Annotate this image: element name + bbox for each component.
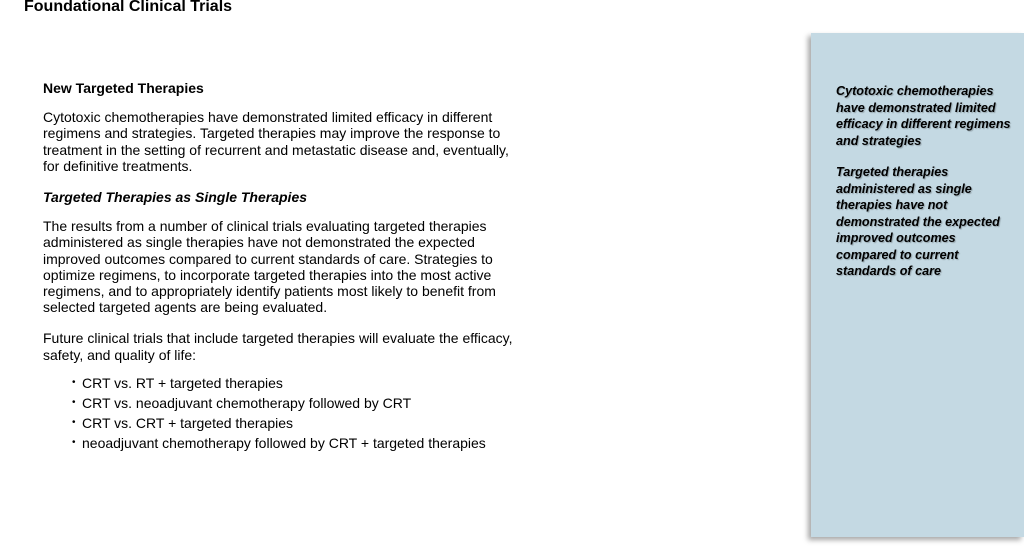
list-item-text: CRT vs. RT + targeted therapies <box>82 374 283 391</box>
bullet-icon: • <box>72 436 76 448</box>
callout-sidebar <box>811 33 1024 537</box>
bullet-icon: • <box>72 376 76 388</box>
bullet-icon: • <box>72 416 76 428</box>
main-content <box>43 80 513 455</box>
sub-heading: Targeted Therapies as Single Therapies <box>43 189 308 206</box>
list-item <box>72 375 513 391</box>
list-item <box>72 395 513 411</box>
page-title: Foundational Clinical Trials <box>24 0 233 15</box>
callout-2: Targeted therapies administered as single therapies have not demonstrated the expected improved outcomes compared to current standards of care <box>836 165 1000 278</box>
section-heading: New Targeted Therapies <box>43 80 204 96</box>
future-paragraph: Future clinical trials that include targeted therapies will evaluate the efficacy, safety, and quality of life: <box>43 330 513 363</box>
bullet-icon: • <box>72 396 76 408</box>
callout-1: Cytotoxic chemotherapies have demonstrated limited efficacy in different regimens and strategies <box>836 84 1011 148</box>
list-item-text: neoadjuvant chemotherapy followed by CRT + targeted therapies <box>82 434 486 451</box>
list-item-text: CRT vs. CRT + targeted therapies <box>82 414 294 431</box>
results-paragraph: The results from a number of clinical trials evaluating targeted therapies administered as single therapies have not demonstrated the expected improved outcomes compared to current standards of care. Strategies to optimize regimens, to incorporate targeted therapies into the most active regimens, and to appropriately identify patients most likely to benefit from selected targeted agents are being evaluated. <box>43 218 496 316</box>
intro-paragraph: Cytotoxic chemotherapies have demonstrated limited efficacy in different regimens and strategies. Targeted therapies may improve the response to treatment in the setting of recurrent and metastatic disease and, eventually, for definitive treatments. <box>43 109 509 174</box>
list-item-text: CRT vs. neoadjuvant chemotherapy followed by CRT <box>82 394 412 411</box>
list-item <box>72 435 513 451</box>
trial-list <box>43 375 513 451</box>
callout-text <box>836 83 1014 295</box>
list-item <box>72 415 513 431</box>
